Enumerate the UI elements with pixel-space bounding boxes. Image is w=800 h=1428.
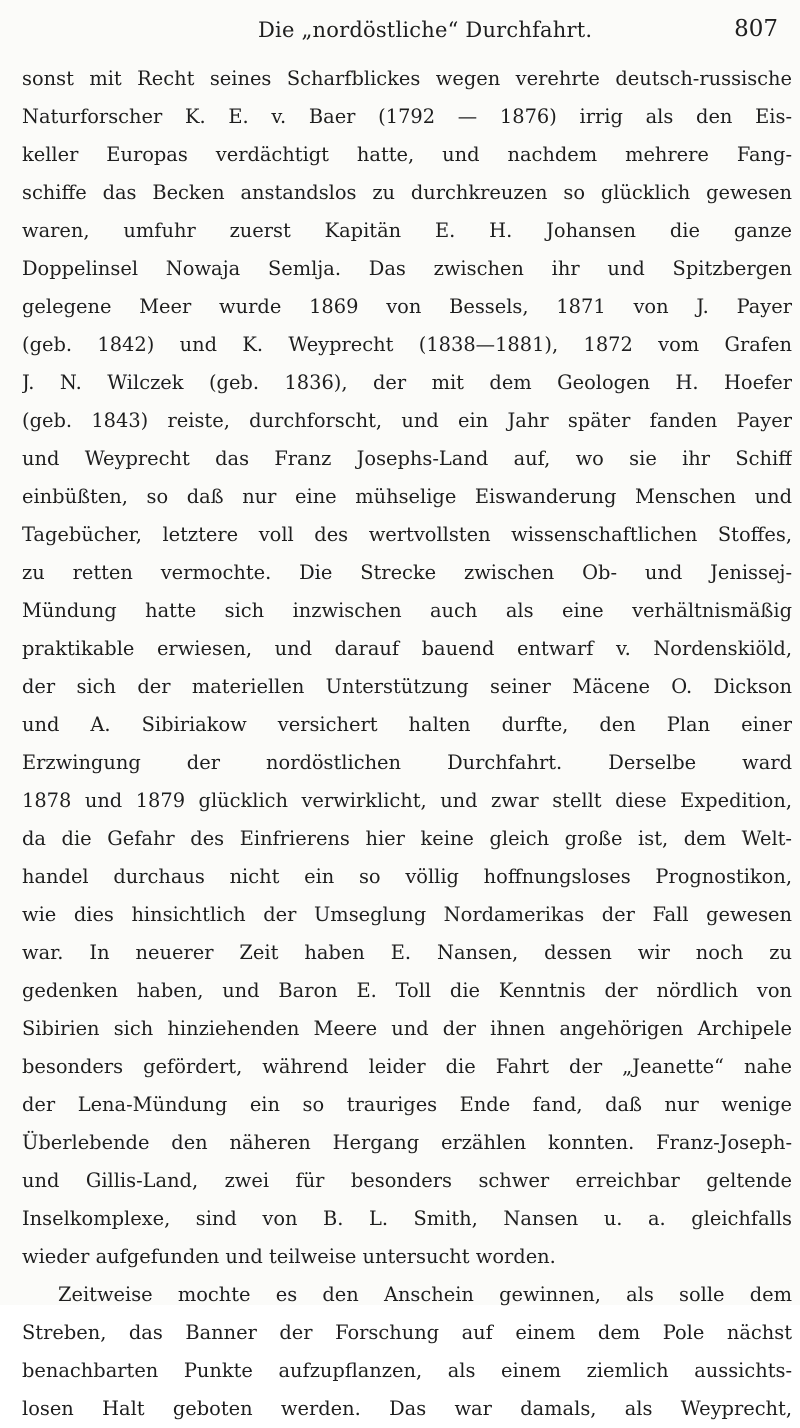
text-line: wie dies hinsichtlich der Umseglung Nordamerikas der Fall gewesen [22, 903, 792, 926]
text-line: Überlebende den näheren Hergang erzählen konnten. Franz-Joseph- [22, 1131, 792, 1154]
text-line: Naturforscher K. E. v. Baer (1792 — 1876) irrig als den Eis- [22, 105, 792, 128]
running-title: Die „nordöstliche“ Durchfahrt. [258, 18, 593, 42]
text-line: gedenken haben, und Baron E. Toll die Kenntnis der nördlich von [22, 979, 792, 1002]
text-line: benachbarten Punkte aufzupflanzen, als einem ziemlich aussichts- [22, 1359, 792, 1382]
text-line: keller Europas verdächtigt hatte, und nachdem mehrere Fang- [22, 143, 792, 166]
text-line: gelegene Meer wurde 1869 von Bessels, 1871 von J. Payer [22, 295, 792, 318]
text-line: Doppelinsel Nowaja Semlja. Das zwischen ihr und Spitzbergen [22, 257, 792, 280]
text-line: besonders gefördert, während leider die Fahrt der „Jeanette“ nahe [22, 1055, 792, 1078]
text-line: wieder aufgefunden und teilweise untersucht worden. [22, 1245, 556, 1268]
text-line: praktikable erwiesen, und darauf bauend entwarf v. Nordenskiöld, [22, 637, 792, 660]
text-line: handel durchaus nicht ein so völlig hoffnungsloses Prognostikon, [22, 865, 792, 888]
text-line: Tagebücher, letztere voll des wertvollsten wissenschaftlichen Stoffes, [22, 523, 792, 546]
page-number: 807 [734, 16, 778, 42]
text-line: waren, umfuhr zuerst Kapitän E. H. Johansen die ganze [22, 219, 792, 242]
text-line: Streben, das Banner der Forschung auf einem dem Pole nächst [22, 1321, 792, 1344]
text-line: und Gillis-Land, zwei für besonders schwer erreichbar geltende [22, 1169, 792, 1192]
text-line: Mündung hatte sich inzwischen auch als eine verhältnismäßig [22, 599, 792, 622]
text-line: 1878 und 1879 glücklich verwirklicht, und zwar stellt diese Expedition, [22, 789, 792, 812]
text-line: schiffe das Becken anstandslos zu durchkreuzen so glücklich gewesen [22, 181, 792, 204]
text-line: (geb. 1843) reiste, durchforscht, und ein Jahr später fanden Payer [22, 409, 792, 432]
text-line: losen Halt geboten werden. Das war damals, als Weyprecht, [22, 1397, 792, 1420]
text-line: Zeitweise mochte es den Anschein gewinnen, als solle dem [58, 1283, 792, 1306]
text-line: und Weyprecht das Franz Josephs-Land auf, wo sie ihr Schiff [22, 447, 792, 470]
text-line: war. In neuerer Zeit haben E. Nansen, dessen wir noch zu [22, 941, 792, 964]
text-line: Inselkomplexe, sind von B. L. Smith, Nansen u. a. gleichfalls [22, 1207, 792, 1230]
text-line: Erzwingung der nordöstlichen Durchfahrt. Derselbe ward [22, 751, 792, 774]
text-line: sonst mit Recht seines Scharfblickes wegen verehrte deutsch-russische [22, 67, 792, 90]
text-line: (geb. 1842) und K. Weyprecht (1838—1881), 1872 vom Grafen [22, 333, 792, 356]
text-line: J. N. Wilczek (geb. 1836), der mit dem Geologen H. Hoefer [22, 371, 792, 394]
text-line: zu retten vermochte. Die Strecke zwischen Ob- und Jenissej- [22, 561, 792, 584]
body-text [22, 60, 792, 1428]
text-line: Sibirien sich hinziehenden Meere und der ihnen angehörigen Archipele [22, 1017, 792, 1040]
text-line: der sich der materiellen Unterstützung seiner Mäcene O. Dickson [22, 675, 792, 698]
text-line: der Lena-Mündung ein so trauriges Ende fand, daß nur wenige [22, 1093, 792, 1116]
text-line: und A. Sibiriakow versichert halten durfte, den Plan einer [22, 713, 792, 736]
text-line: einbüßten, so daß nur eine mühselige Eiswanderung Menschen und [22, 485, 792, 508]
text-line: da die Gefahr des Einfrierens hier keine gleich große ist, dem Welt- [22, 827, 792, 850]
